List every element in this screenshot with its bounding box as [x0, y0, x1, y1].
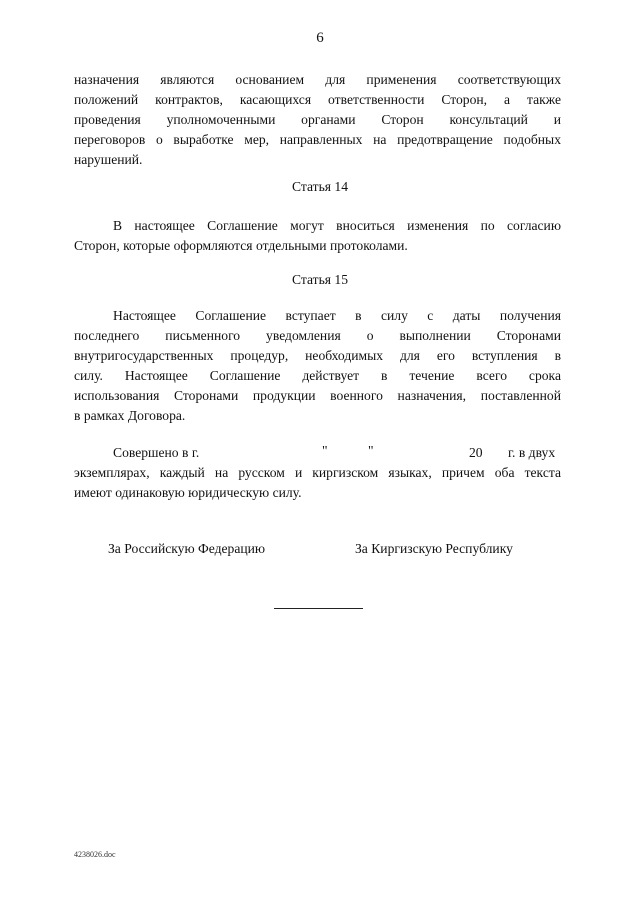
paragraph-line: последнего письменного уведомления о выполнении Сторонами — [74, 328, 561, 343]
paragraph-line: имеют одинаковую юридическую силу. — [74, 485, 302, 500]
paragraph-line: положений контрактов, касающихся ответственности Сторон, а также — [74, 92, 561, 107]
done-at-suffix: г. в двух — [508, 445, 556, 460]
paragraph-line: В настоящее Соглашение могут вноситься изменения по согласию — [113, 218, 561, 233]
signature-kyrgyzstan: За Киргизскую Республику — [355, 541, 513, 556]
paragraph-line: Настоящее Соглашение вступает в силу с даты получения — [113, 308, 561, 323]
paragraph-line: нарушений. — [74, 152, 143, 167]
signature-russia: За Российскую Федерацию — [108, 541, 266, 556]
article-14-heading: Статья 14 — [291, 179, 349, 194]
footer-file-code: 4238026.doc — [74, 850, 116, 859]
done-at-prefix: Совершено в г. — [113, 445, 200, 460]
article-15-heading: Статья 15 — [291, 272, 349, 287]
paragraph-line: Сторон, которые оформляются отдельными протоколами. — [74, 238, 408, 253]
paragraph-line: внутригосударственных процедур, необходимых для его вступления в — [74, 348, 561, 363]
paragraph-line: проведения уполномоченными органами Сторон консультаций и — [74, 112, 561, 127]
paragraph-line: переговоров о выработке мер, направленных на предотвращение подобных — [74, 132, 561, 147]
year-prefix: 20 — [469, 445, 483, 460]
quote-open: " — [322, 443, 328, 458]
quote-close: " — [368, 443, 374, 458]
paragraph-line: в рамках Договора. — [74, 408, 186, 423]
end-divider — [274, 608, 363, 609]
paragraph-line: назначения являются основанием для применения соответствующих — [74, 72, 561, 87]
paragraph-line: использования Сторонами продукции военного назначения, поставленной — [74, 388, 561, 403]
paragraph-line: силу. Настоящее Соглашение действует в течение всего срока — [74, 368, 561, 383]
paragraph-line: экземплярах, каждый на русском и киргизском языках, причем оба текста — [74, 465, 561, 480]
page-number: 6 — [316, 30, 324, 46]
